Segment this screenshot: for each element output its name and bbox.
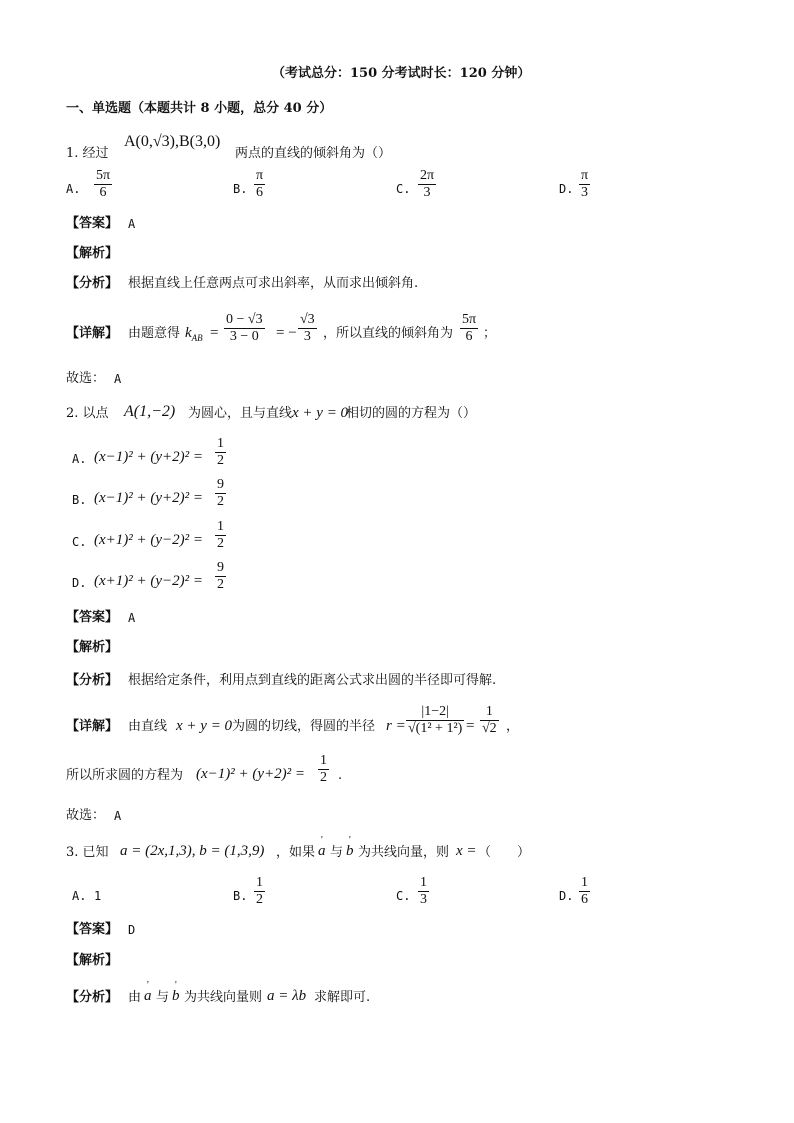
q1-number: 1. 经过 <box>66 146 109 161</box>
q2-period: . <box>338 768 343 783</box>
q3-paren: （ ） <box>478 845 531 860</box>
q3-fenxi-pre: 由 <box>128 990 142 1005</box>
q1-slope-fraction-1: $\frac{0 - √3}{3 - 0}$ <box>226 312 263 344</box>
q1-analysis-tag: 【解析】 <box>66 246 119 261</box>
q2-mid: 为圆心，且与直线 <box>188 406 293 421</box>
q1-xiangjie-tag: 【详解】 <box>66 326 119 341</box>
q2-option-d-expr: (x+1)² + (y−2)² = <box>94 573 204 589</box>
q2-option-b-label: B. <box>72 493 87 507</box>
q3-fenxi-b: ' b <box>172 988 180 1004</box>
q2-stem-tail: 相切的圆的方程为（） <box>346 406 477 421</box>
q3-yu: 与 <box>330 845 344 860</box>
q3-x-equals: x = <box>456 843 477 859</box>
q2-radius-fraction-2: $\frac{1}{√2}$ <box>482 704 497 736</box>
q1-option-d-label: D. <box>559 182 574 196</box>
q3-vector-b: ' b <box>346 843 354 859</box>
q2-line: x + y = 0 <box>292 405 349 421</box>
q2-option-c-frac: $\frac{1}{2}$ <box>217 519 224 551</box>
q1-choose-tag: 故选： <box>66 371 106 386</box>
q2-xiangjie-mid: 为圆的切线，得圆的半径 <box>232 719 376 734</box>
q3-option-b: $\frac{1}{2}$ <box>256 875 263 907</box>
q2-option-b-expr: (x−1)² + (y+2)² = <box>94 490 204 506</box>
q2-result-frac: $\frac{1}{2}$ <box>320 753 327 785</box>
q3-answer: D <box>128 923 136 937</box>
q1-option-c: $\frac{2\pi}{3}$ <box>420 168 435 200</box>
q3-option-d: $\frac{1}{6}$ <box>581 875 588 907</box>
q1-option-b: $\frac{\pi}{6}$ <box>256 168 264 200</box>
q3-vector-a: ' a <box>318 843 326 859</box>
q2-option-d-frac: $\frac{9}{2}$ <box>217 560 224 592</box>
q2-xiangjie-tag: 【详解】 <box>66 719 119 734</box>
q1-result-fraction: $\frac{5\pi}{6}$ <box>462 312 477 344</box>
q3-option-b-label: B. <box>233 889 248 903</box>
q2-comma: ， <box>506 719 520 734</box>
q2-result-pre: 所以所求圆的方程为 <box>66 768 184 783</box>
q2-fenxi: 根据给定条件，利用点到直线的距离公式求出圆的半径即可得解. <box>128 673 497 688</box>
q1-xiangjie-mid: ，所以直线的倾斜角为 <box>323 326 454 341</box>
q3-option-c: $\frac{1}{3}$ <box>420 875 427 907</box>
section-title: 一、单选题（本题共计 8 小题，总分 40 分） <box>66 101 333 116</box>
q2-line-2: x + y = 0 <box>176 718 233 734</box>
q3-fenxi-eq: a = λb <box>267 988 307 1004</box>
q3-stem-tail: 为共线向量，则 <box>358 845 450 860</box>
q2-radius-fraction-1: $\frac{|1-2|}{\text{√(1² + 1²)}}$ <box>408 704 463 736</box>
q1-option-d: $\frac{\pi}{3}$ <box>581 168 589 200</box>
q2-point: A(1,−2) <box>124 403 176 420</box>
q2-analysis-tag: 【解析】 <box>66 640 119 655</box>
q1-stem: 两点的直线的倾斜角为（） <box>235 146 392 161</box>
q2-result-expr: (x−1)² + (y+2)² = <box>196 766 306 782</box>
q1-fenxi: 根据直线上任意两点可求出斜率，从而求出倾斜角. <box>128 276 419 291</box>
q3-option-a-label: A. <box>72 889 87 903</box>
q2-equals: = <box>466 718 475 734</box>
q2-option-a-frac: $\frac{1}{2}$ <box>217 436 224 468</box>
q2-option-d-label: D. <box>72 576 87 590</box>
q3-answer-tag: 【答案】 <box>66 922 119 937</box>
q3-vectors: a = (2x,1,3), b = (1,3,9) <box>120 843 265 859</box>
q3-fenxi-a: ' a <box>144 988 152 1004</box>
q1-choose: A <box>114 372 122 386</box>
q1-option-a: $\frac{5\pi}{6}$ <box>96 168 111 200</box>
q3-fenxi-tag: 【分析】 <box>66 990 119 1005</box>
q3-mid: ，如果 <box>276 845 316 860</box>
exam-header: （考试总分：150 分考试时长：120 分钟） <box>272 66 531 81</box>
q2-choose: A <box>114 809 122 823</box>
q1-option-b-label: B. <box>233 182 248 196</box>
q1-xiangjie-pre: 由题意得 <box>128 326 181 341</box>
q1-answer-tag: 【答案】 <box>66 216 119 231</box>
q3-option-c-label: C. <box>396 889 411 903</box>
q2-choose-tag: 故选： <box>66 808 106 823</box>
q2-number: 2. 以点 <box>66 406 109 421</box>
q2-radius-symbol: r = <box>386 718 406 734</box>
q1-option-c-label: C. <box>396 182 411 196</box>
q2-option-b-frac: $\frac{9}{2}$ <box>217 477 224 509</box>
q3-number: 3. 已知 <box>66 845 109 860</box>
q3-option-a: 1 <box>94 889 102 903</box>
q3-fenxi-mid: 为共线向量则 <box>184 990 263 1005</box>
q2-option-c-expr: (x+1)² + (y−2)² = <box>94 532 204 548</box>
q2-fenxi-tag: 【分析】 <box>66 673 119 688</box>
q3-analysis-tag: 【解析】 <box>66 953 119 968</box>
q2-option-a-expr: (x−1)² + (y+2)² = <box>94 449 204 465</box>
q1-slope-symbol: $k_{AB}$ <box>185 325 203 343</box>
q1-points: A(0,√3),B(3,0) <box>124 133 221 150</box>
q3-fenxi-yu: 与 <box>156 990 170 1005</box>
q3-option-d-label: D. <box>559 889 574 903</box>
q2-answer-tag: 【答案】 <box>66 610 119 625</box>
q1-equals-2: = − <box>276 325 297 341</box>
q1-slope-fraction-2: $\frac{√3}{3}$ <box>300 312 315 344</box>
q1-semicolon: ； <box>483 326 497 341</box>
q2-answer: A <box>128 611 136 625</box>
q1-equals-1: = <box>210 325 219 341</box>
q1-option-a-label: A. <box>66 182 81 196</box>
q3-fenxi-tail: 求解即可. <box>314 990 371 1005</box>
q2-option-c-label: C. <box>72 535 87 549</box>
q2-xiangjie-pre: 由直线 <box>128 719 168 734</box>
q2-option-a-label: A. <box>72 452 87 466</box>
q1-fenxi-tag: 【分析】 <box>66 276 119 291</box>
q1-answer: A <box>128 217 136 231</box>
